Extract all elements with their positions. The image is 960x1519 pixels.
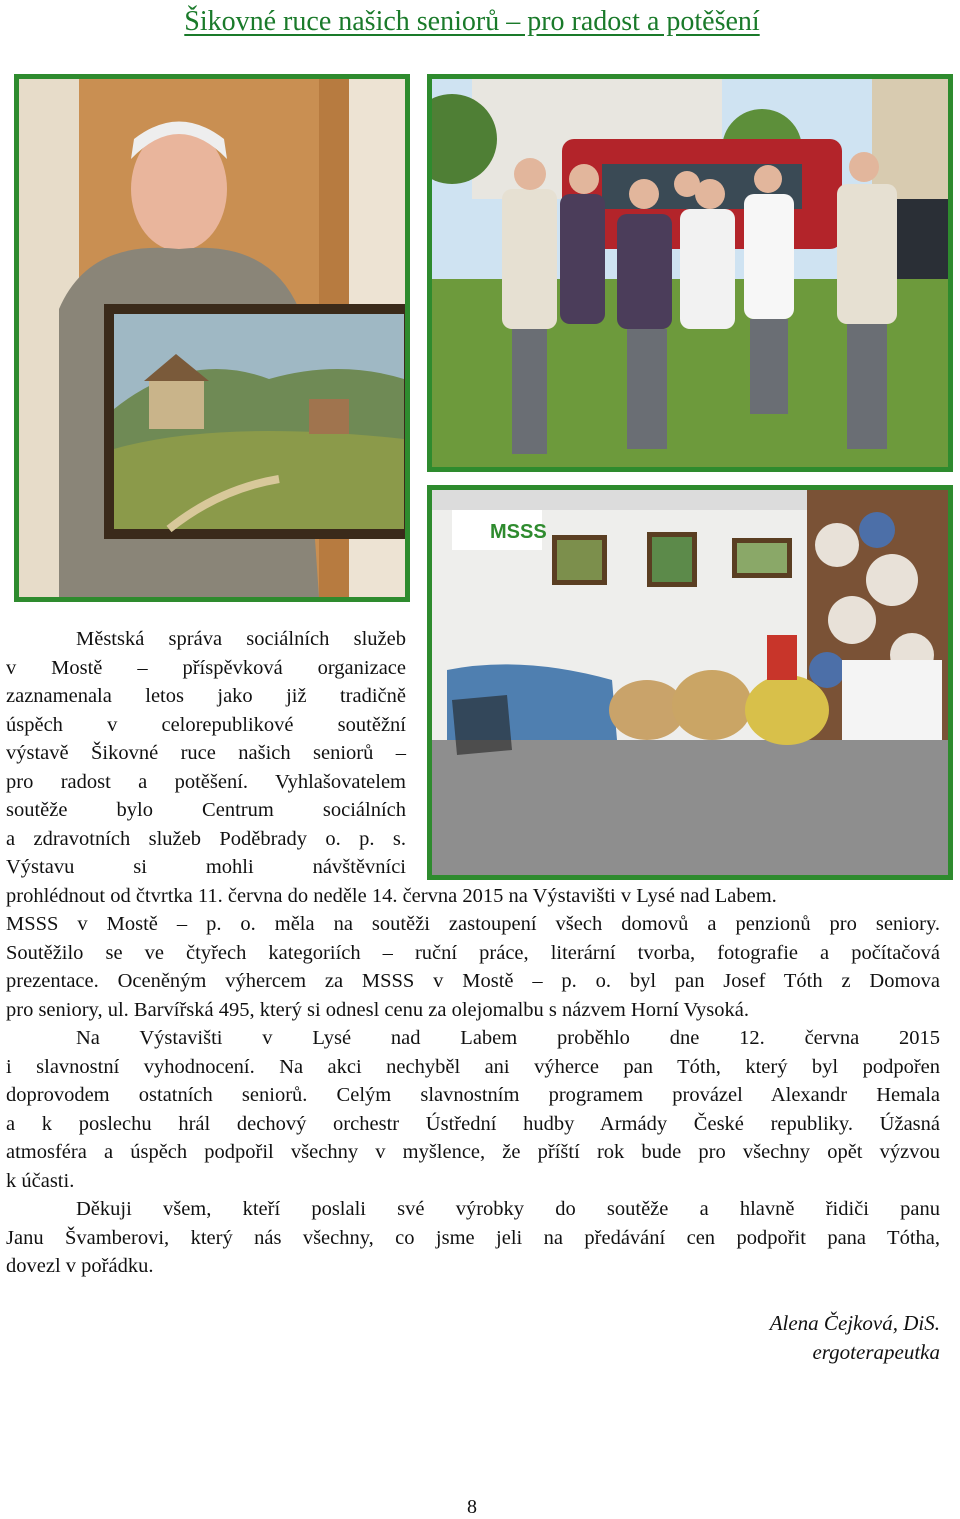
photo-group-of-seniors (427, 74, 953, 472)
text-line: a zdravotních služeb Poděbrady o. p. s. (6, 827, 406, 850)
signature-role: ergoterapeutka (812, 1340, 940, 1364)
text-line: i slavnostní vyhodnocení. Na akci nechyběl ani výherce pan Tóth, který byl podpořen (6, 1056, 940, 1078)
page-title: Šikovné ruce našich seniorů – pro radost a potěšení (184, 6, 760, 37)
text-line: v Mostě – příspěvková organizace (6, 656, 406, 679)
text-line: pro radost a potěšení. Vyhlašovatelem (6, 770, 406, 793)
text-line: pro seniory, ul. Barvířská 495, který si odnesl cenu za olejomalbu s názvem Horní Vysoká. (6, 999, 749, 1021)
text-line: úspěch v celorepublikové soutěžní (6, 713, 406, 736)
text-line: Výstavu si mohli návštěvníci (6, 856, 406, 878)
text-line: MSSS v Mostě – p. o. měla na soutěži zastoupení všech domovů a penzionů pro seniory. (6, 913, 940, 935)
text-line: prezentace. Oceněným výhercem za MSSS v Mostě – p. o. byl pan Josef Tóth z Domova (6, 970, 940, 992)
intro-paragraph (6, 625, 406, 882)
booth-banner-text: MSSS (490, 521, 547, 543)
text-line: Janu Švamberovi, který nás všechny, co jsme jeli na předávání cen podpořit pana Tótha, (6, 1227, 940, 1249)
text-line: a k poslechu hrál dechový orchestr Ústřední hudby Armády České republiky. Úžasná (6, 1113, 940, 1135)
text-line: Na Výstavišti v Lysé nad Labem proběhlo dne 12. června 2015 (76, 1027, 940, 1049)
text-line: prohlédnout od čtvrtka 11. června do neděle 14. června 2015 na Výstavišti v Lysé nad Labem. (6, 885, 777, 907)
text-line: doprovodem ostatních seniorů. Celým slavnostním programem provázel Alexandr Hemala (6, 1084, 940, 1106)
page-number: 8 (467, 1496, 477, 1518)
photo-exhibition-booth (427, 485, 953, 880)
text-line: k účasti. (6, 1170, 75, 1192)
photo-senior-with-painting (14, 74, 410, 602)
text-line: atmosféra a úspěch podpořil všechny v myšlence, že příští rok bude pro všechny opět výzvou (6, 1141, 940, 1163)
text-line: Soutěžilo se ve čtyřech kategoriích – ruční práce, literární tvorba, fotografie a počítačová (6, 942, 940, 964)
text-line: výstavě Šikovné ruce našich seniorů – (6, 742, 406, 764)
signature-name: Alena Čejková, DiS. (769, 1311, 940, 1335)
text-line: Děkuji všem, kteří poslali své výrobky do soutěže a hlavně řidiči panu (76, 1198, 940, 1220)
text-line: Městská správa sociálních služeb (76, 628, 406, 650)
text-line: soutěže bylo Centrum sociálních (6, 799, 406, 821)
signature (770, 1309, 940, 1367)
text-line: dovezl v pořádku. (6, 1255, 154, 1277)
text-line: zaznamenala letos jako již tradičně (6, 685, 406, 707)
